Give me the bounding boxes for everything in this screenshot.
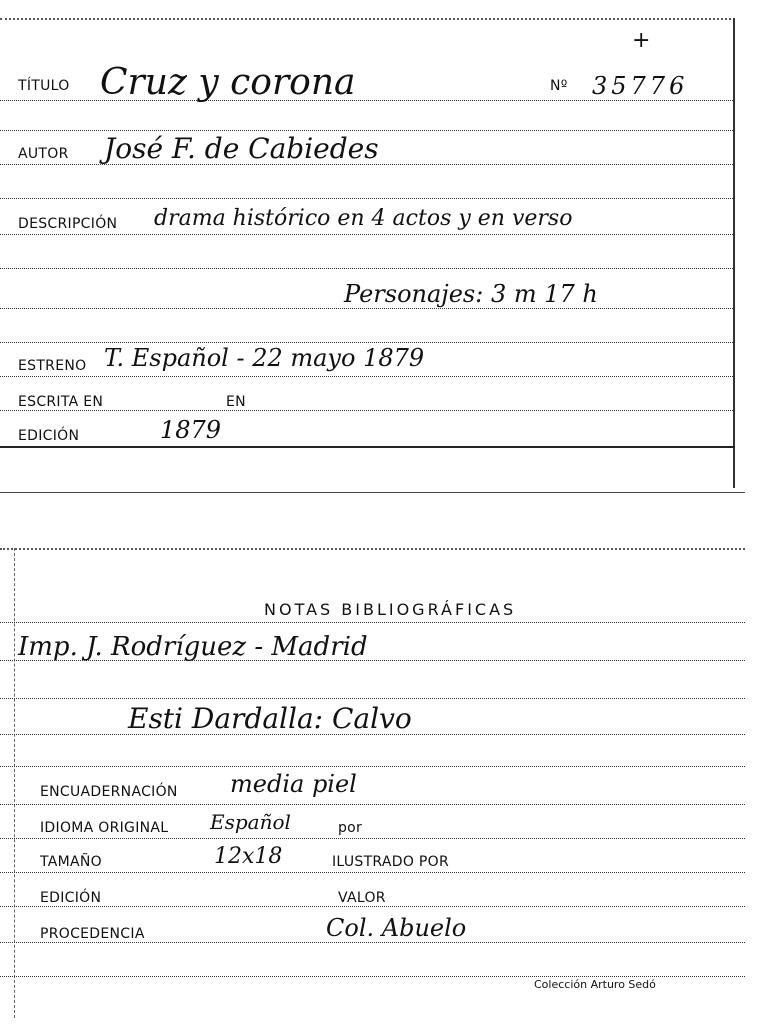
card-separator [0,492,745,493]
estreno-value: T. Español - 22 mayo 1879 [104,344,425,372]
rule-line [0,976,745,977]
descripcion-value: drama histórico en 4 actos y en verso [154,206,573,231]
idioma-value: Español [210,810,291,834]
card-left-edge [14,548,15,1018]
rule-line [0,268,735,269]
en-label: EN [226,394,246,410]
notes-line-1: Imp. J. Rodríguez - Madrid [18,632,368,662]
catalog-card-front [0,18,735,488]
idioma-label: IDIOMA ORIGINAL [40,820,169,836]
rule-line [0,872,745,873]
rule-line [0,410,735,411]
notes-line-2: Esti Dardalla: Calvo [128,702,412,735]
rule-line [0,698,745,699]
rule-line [0,766,745,767]
rule-line [0,308,735,309]
tamano-value: 12x18 [214,844,283,869]
encuadernacion-value: media piel [230,770,357,798]
descripcion-label: DESCRIPCIÓN [18,216,118,232]
collection-footer: Colección Arturo Sedó [534,978,656,991]
rule-line [0,906,745,907]
numero-value: 35776 [592,72,689,100]
edicion-label: EDICIÓN [18,428,80,444]
tamano-label: TAMAÑO [40,854,102,870]
numero-label: Nº [550,78,568,94]
edicion-label: EDICIÓN [40,890,102,906]
edicion-value: 1879 [160,416,222,444]
catalog-card-back [0,548,745,1018]
ilustrado-label: ILUSTRADO POR [332,854,449,870]
titulo-value: Cruz y corona [100,62,356,103]
rule-line [0,446,735,448]
rule-line [0,622,745,623]
plus-mark: + [632,28,651,53]
estreno-label: ESTRENO [18,358,87,374]
card-right-edge [733,18,735,488]
rule-line [0,198,735,199]
procedencia-value: Col. Abuelo [326,914,467,942]
rule-line [0,804,745,805]
autor-value: José F. de Cabiedes [104,132,379,165]
titulo-label: TÍTULO [18,78,70,94]
autor-label: AUTOR [18,146,69,162]
card-top-edge [0,18,735,20]
notas-heading: NOTAS BIBLIOGRÁFICAS [264,600,517,619]
rule-line [0,376,735,377]
valor-label: VALOR [338,890,386,906]
encuadernacion-label: ENCUADERNACIÓN [40,784,178,800]
por-label: por [338,820,363,836]
rule-line [0,234,735,235]
rule-line [0,838,745,839]
rule-line [0,130,735,131]
escrita-en-label: ESCRITA EN [18,394,104,410]
rule-line [0,942,745,943]
procedencia-label: PROCEDENCIA [40,926,145,942]
personajes-value: Personajes: 3 m 17 h [344,280,598,308]
rule-line [0,342,735,343]
card-top-edge [0,548,745,550]
